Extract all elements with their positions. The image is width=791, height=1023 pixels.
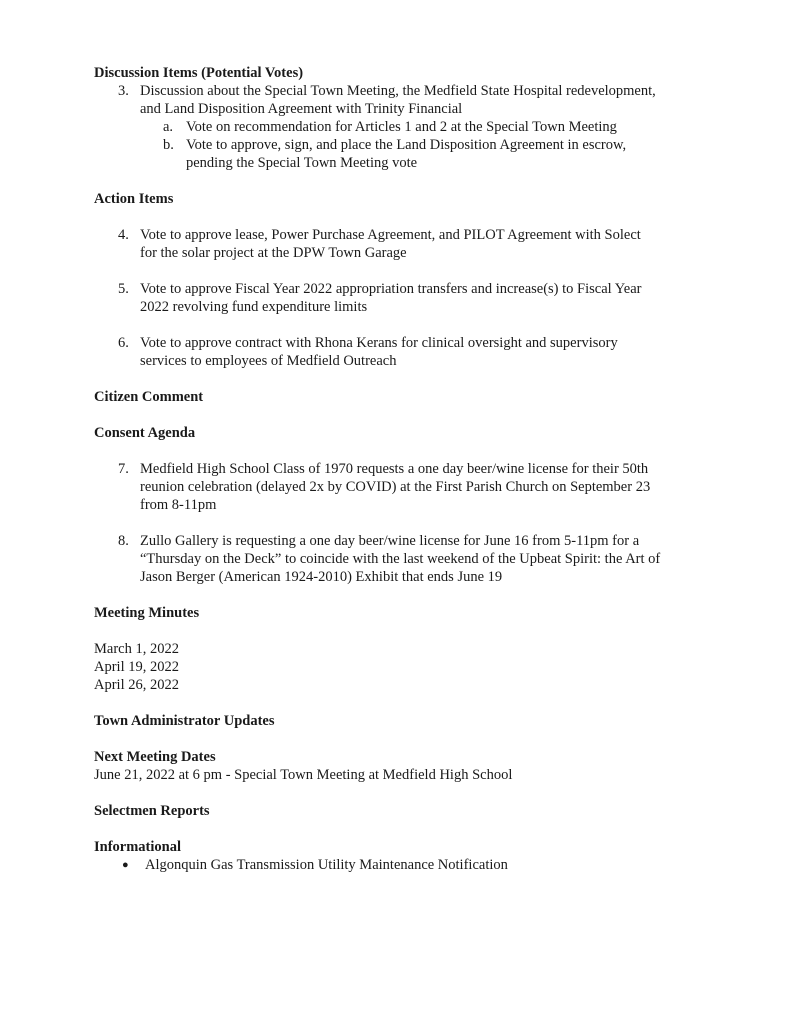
text-line: Algonquin Gas Transmission Utility Maintenance Notification (145, 857, 508, 873)
section-heading: Action Items (94, 191, 174, 207)
text-line: reunion celebration (delayed 2x by COVID) at the First Parish Church on September 23 (140, 479, 651, 495)
section-block (94, 388, 701, 406)
text-line: March 1, 2022 (94, 641, 179, 657)
item-text (140, 334, 701, 370)
item-text (186, 136, 701, 172)
list-marker: 6. (118, 335, 129, 351)
section-block (94, 64, 701, 172)
text-line: Jason Berger (American 1924-2010) Exhibit that ends June 19 (140, 569, 503, 585)
text-line: Medfield High School Class of 1970 requests a one day beer/wine license for their 50th (140, 461, 649, 477)
section-block (94, 424, 701, 442)
section-block (94, 460, 701, 586)
text-line: Vote on recommendation for Articles 1 and 2 at the Special Town Meeting (186, 119, 617, 135)
text-line: April 19, 2022 (94, 659, 179, 675)
list-marker: b. (163, 137, 174, 153)
item-text (140, 460, 701, 514)
list-marker: 3. (118, 83, 129, 99)
numbered-item (94, 460, 701, 514)
text-line: and Land Disposition Agreement with Trinity Financial (140, 101, 463, 117)
section-heading: Consent Agenda (94, 425, 196, 441)
item-text (145, 856, 701, 874)
item-text (140, 226, 701, 262)
sub-item (94, 136, 701, 172)
item-text (186, 118, 701, 136)
numbered-item (94, 82, 701, 118)
document-body (94, 64, 701, 874)
item-text (140, 82, 701, 118)
numbered-item (94, 226, 701, 262)
bullet-icon: ● (122, 859, 129, 871)
list-marker: 5. (118, 281, 129, 297)
section-heading: Meeting Minutes (94, 605, 200, 621)
section-heading: Informational (94, 839, 181, 855)
list-marker: 4. (118, 227, 129, 243)
section-block (94, 226, 701, 370)
text-line: June 21, 2022 at 6 pm - Special Town Meeting at Medfield High School (94, 767, 513, 783)
list-marker: 8. (118, 533, 129, 549)
section-heading: Citizen Comment (94, 389, 204, 405)
text-line: pending the Special Town Meeting vote (186, 155, 418, 171)
item-text (140, 532, 701, 586)
section-block (94, 748, 701, 784)
numbered-item (94, 532, 701, 586)
bullet-item (94, 856, 701, 874)
section-heading: Town Administrator Updates (94, 713, 275, 729)
section-heading: Next Meeting Dates (94, 749, 216, 765)
text-line: services to employees of Medfield Outreach (140, 353, 397, 369)
section-block (94, 838, 701, 874)
section-heading: Selectmen Reports (94, 803, 210, 819)
section-block (94, 712, 701, 730)
text-line: “Thursday on the Deck” to coincide with the last weekend of the Upbeat Spirit: the Art of (140, 551, 661, 567)
text-line: Vote to approve lease, Power Purchase Agreement, and PILOT Agreement with Solect (140, 227, 641, 243)
numbered-item (94, 334, 701, 370)
text-line: Vote to approve, sign, and place the Land Disposition Agreement in escrow, (186, 137, 627, 153)
numbered-item (94, 280, 701, 316)
text-line: Discussion about the Special Town Meeting, the Medfield State Hospital redevelopment, (140, 83, 656, 99)
text-line: from 8-11pm (140, 497, 217, 513)
text-line: April 26, 2022 (94, 677, 179, 693)
sub-item (94, 118, 701, 136)
text-line: Zullo Gallery is requesting a one day beer/wine license for June 16 from 5-11pm for a (140, 533, 640, 549)
item-text (140, 280, 701, 316)
list-marker: 7. (118, 461, 129, 477)
text-line: for the solar project at the DPW Town Garage (140, 245, 407, 261)
list-marker: a. (163, 119, 174, 135)
text-line: 2022 revolving fund expenditure limits (140, 299, 368, 315)
section-block (94, 604, 701, 622)
section-block (94, 802, 701, 820)
section-heading: Discussion Items (Potential Votes) (94, 65, 304, 81)
section-block (94, 190, 701, 208)
section-block (94, 640, 701, 694)
text-line: Vote to approve Fiscal Year 2022 appropriation transfers and increase(s) to Fiscal Year (140, 281, 642, 297)
text-line: Vote to approve contract with Rhona Kerans for clinical oversight and supervisory (140, 335, 618, 351)
